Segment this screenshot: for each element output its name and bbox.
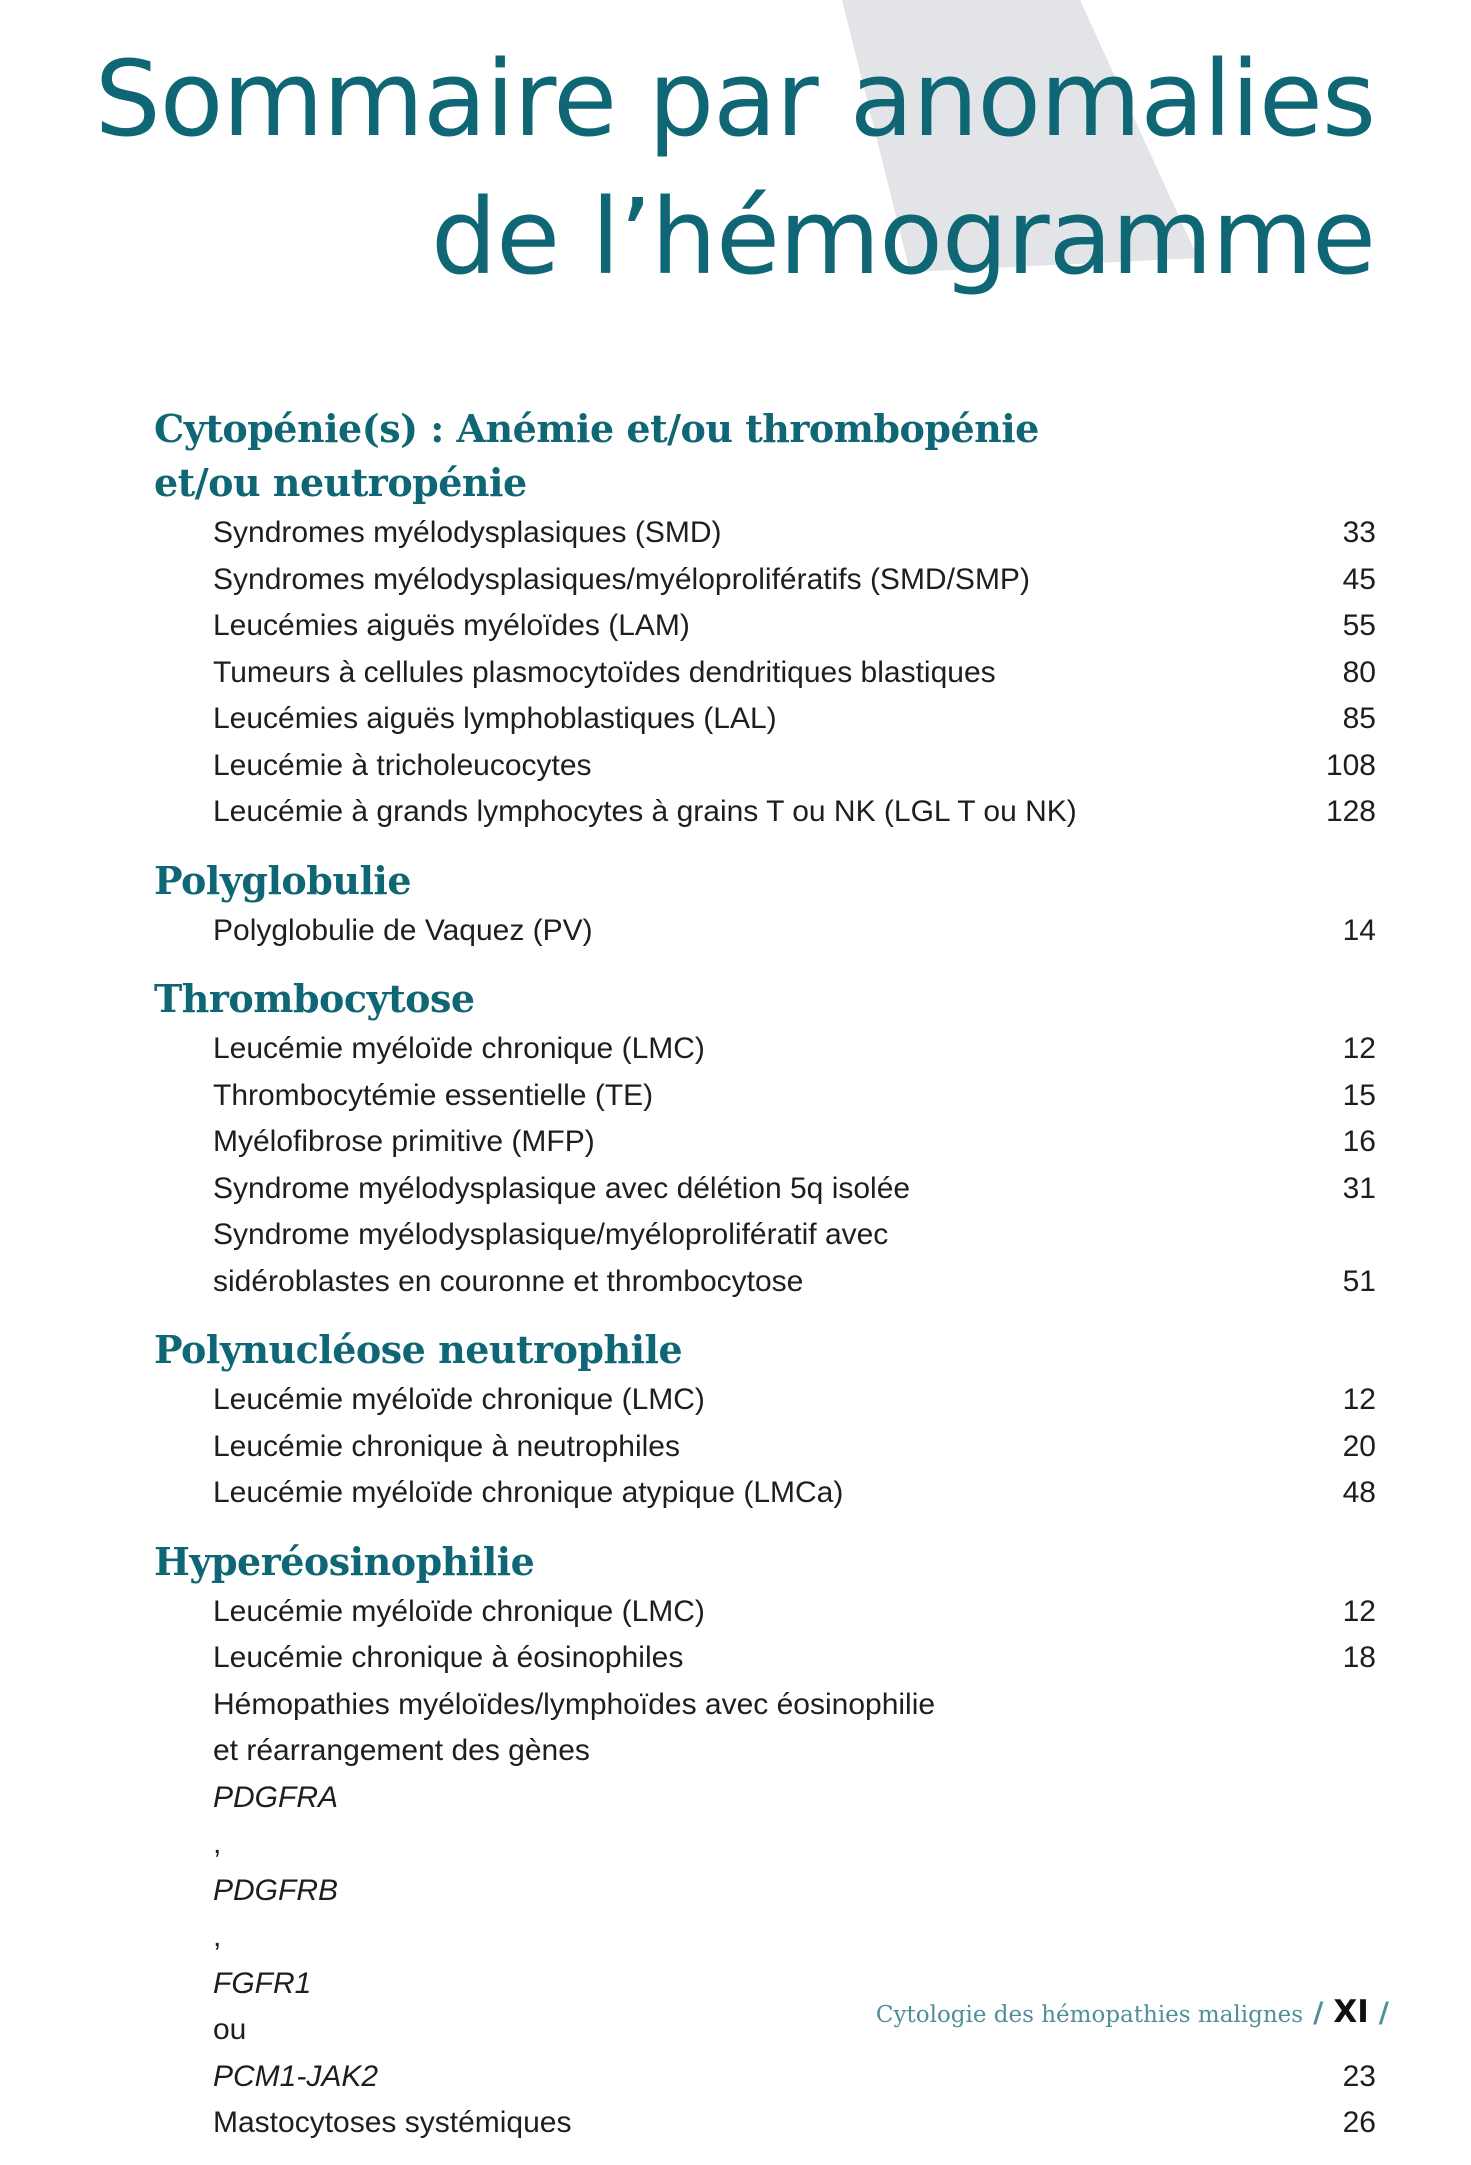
entry-label: [213, 1073, 653, 1120]
entry-label: [213, 1682, 935, 2101]
section-heading: [154, 854, 1376, 908]
toc-entry[interactable]: [154, 1073, 1376, 1120]
entry-line: Thrombocytémie essentielle (TE): [213, 1078, 654, 1112]
entry-page-number: 128: [1325, 795, 1376, 828]
toc-entry[interactable]: [154, 908, 1376, 955]
footer-book-title: Cytologie des hémopathies malignes: [875, 2002, 1304, 2028]
entry-label: [213, 603, 690, 650]
toc-entry[interactable]: [154, 1377, 1376, 1424]
entry-page-number: 55: [1342, 609, 1376, 642]
section-heading-line: Polynucléose neutrophile: [154, 1327, 683, 1372]
entry-line: Leucémie myéloïde chronique (LMC): [213, 1032, 705, 1065]
entry-page-number: 48: [1342, 1476, 1376, 1509]
toc-entry[interactable]: [154, 789, 1376, 836]
entry-label: [213, 1589, 705, 1636]
entry-line: Syndrome myélodysplasique avec délétion 5q isolée: [213, 1171, 911, 1205]
section-heading: [154, 1535, 1376, 1589]
toc-entry[interactable]: [154, 743, 1376, 790]
entry-page-number: 80: [1342, 655, 1376, 689]
entry-page-number: 14: [1342, 913, 1376, 947]
toc-entry[interactable]: [154, 1212, 1376, 1305]
gene-name: PDGFRA: [213, 1780, 339, 1814]
entry-label: [213, 1377, 705, 1424]
entry-line: Syndromes myélodysplasiques (SMD): [213, 516, 722, 549]
entry-line: Tumeurs à cellules plasmocytoïdes dendritiques blastiques: [213, 655, 996, 689]
entry-label: [213, 1166, 910, 1213]
toc-entry[interactable]: [154, 1589, 1376, 1636]
entry-label: [213, 510, 722, 557]
entry-label: [213, 696, 777, 743]
entry-line: Mastocytoses systémiques: [213, 2106, 572, 2139]
entry-page-number: 16: [1342, 1125, 1376, 1158]
entry-page-number: 23: [1342, 2059, 1376, 2093]
page-title-line: de l’hémogramme: [431, 176, 1375, 298]
entry-label: [213, 1424, 680, 1471]
entry-line: Myélofibrose primitive (MFP): [213, 1125, 595, 1158]
entry-line: Leucémie myéloïde chronique atypique (LMCa): [213, 1476, 844, 1509]
table-of-contents: [154, 402, 1376, 2165]
entry-line: Leucémie myéloïde chronique (LMC): [213, 1383, 705, 1416]
page-title: [95, 30, 1375, 306]
entry-label: [213, 1026, 705, 1073]
genes-prefix: et réarrangement des gènes: [213, 1734, 590, 1767]
entry-label: [213, 650, 996, 697]
page-title-line: Sommaire par anomalies: [94, 38, 1375, 160]
entry-line: Leucémie chronique à éosinophiles: [213, 1641, 684, 1674]
toc-entry[interactable]: [154, 1682, 1376, 2101]
entry-page-number: 51: [1342, 1264, 1376, 1298]
toc-entry[interactable]: [154, 1026, 1376, 1073]
entry-page-number: 33: [1342, 516, 1376, 549]
entry-line: Leucémie à tricholeucocytes: [213, 748, 592, 782]
entry-line: Leucémie à grands lymphocytes à grains T ou NK (LGL T ou NK): [213, 795, 1077, 828]
entry-label: [213, 1635, 683, 1682]
entry-page-number: 108: [1325, 748, 1376, 782]
entry-page-number: 45: [1342, 562, 1376, 596]
entry-line: Syndromes myélodysplasiques/myéloprolifératifs (SMD/SMP): [213, 562, 1030, 596]
gene-name: PCM1-JAK2: [213, 2059, 379, 2093]
entry-line: Syndrome myélodysplasique/myéloprolifératif avec: [213, 1218, 889, 1251]
genes-comma: ,: [213, 1827, 222, 1860]
toc-entry[interactable]: [154, 1119, 1376, 1166]
entry-line: sidéroblastes en couronne et thrombocytose: [213, 1264, 804, 1298]
toc-section-polyglobulie: [154, 854, 1376, 955]
entry-page-number: 26: [1342, 2106, 1376, 2139]
entry-page-number: 12: [1342, 1032, 1376, 1065]
entry-label: [213, 2100, 571, 2147]
entry-line: Polyglobulie de Vaquez (PV): [213, 913, 593, 947]
section-heading-line: Thrombocytose: [154, 976, 475, 1021]
toc-entry[interactable]: [154, 2100, 1376, 2147]
entry-line-genes: [213, 1728, 935, 2100]
entry-line: Leucémies aiguës myéloïdes (LAM): [213, 609, 690, 642]
section-heading-line: Polyglobulie: [154, 857, 412, 903]
toc-entry[interactable]: [154, 1424, 1376, 1471]
entry-line: Leucémies aiguës lymphoblastiques (LAL): [213, 702, 777, 735]
toc-section-hypereosinophilie: [154, 1535, 1376, 2147]
entry-label: [213, 1119, 595, 1166]
entry-label: [213, 743, 592, 790]
entry-page-number: 31: [1342, 1171, 1376, 1205]
section-heading-line: et/ou neutropénie: [154, 460, 527, 505]
toc-entry[interactable]: [154, 696, 1376, 743]
section-heading: [154, 972, 1376, 1026]
footer-separator: /: [1378, 1996, 1389, 2029]
footer-separator: /: [1313, 1996, 1324, 2029]
gene-name: FGFR1: [213, 1966, 312, 2000]
entry-line: Hémopathies myéloïdes/lymphoïdes avec éosinophilie: [213, 1687, 936, 1721]
entry-line: Leucémie myéloïde chronique (LMC): [213, 1594, 705, 1628]
toc-entry[interactable]: [154, 557, 1376, 604]
section-heading-line: Cytopénie(s) : Anémie et/ou thrombopénie: [154, 406, 1039, 451]
gene-name: PDGFRB: [213, 1873, 339, 1907]
toc-entry[interactable]: [154, 510, 1376, 557]
section-heading: [154, 1323, 1376, 1377]
toc-entry[interactable]: [154, 1166, 1376, 1213]
section-heading-line: Hyperéosinophilie: [154, 1538, 535, 1584]
page-footer: [876, 1994, 1389, 2030]
entry-line: Leucémie chronique à neutrophiles: [213, 1429, 680, 1463]
entry-label: [213, 908, 593, 955]
toc-entry[interactable]: [154, 650, 1376, 697]
entry-page-number: 18: [1342, 1641, 1376, 1674]
entry-label: [213, 1212, 888, 1305]
toc-section-cytopenies: [154, 402, 1376, 836]
entry-page-number: 12: [1342, 1383, 1376, 1416]
toc-section-polynucleose-neutrophile: [154, 1323, 1376, 1517]
toc-section-thrombocytose: [154, 972, 1376, 1305]
toc-entry[interactable]: [154, 603, 1376, 650]
genes-comma: ,: [213, 1920, 222, 1953]
entry-page-number: 20: [1342, 1429, 1376, 1463]
entry-page-number: 85: [1342, 702, 1376, 735]
entry-label: [213, 1470, 843, 1517]
toc-entry[interactable]: [154, 1635, 1376, 1682]
entry-page-number: 15: [1342, 1078, 1376, 1112]
genes-conjunction: ou: [213, 2013, 247, 2046]
entry-label: [213, 789, 1077, 836]
footer-page-number: XI: [1333, 1994, 1369, 2030]
toc-entry[interactable]: [154, 1470, 1376, 1517]
section-heading: [154, 402, 1376, 510]
entry-page-number: 12: [1342, 1594, 1376, 1628]
entry-label: [213, 557, 1030, 604]
